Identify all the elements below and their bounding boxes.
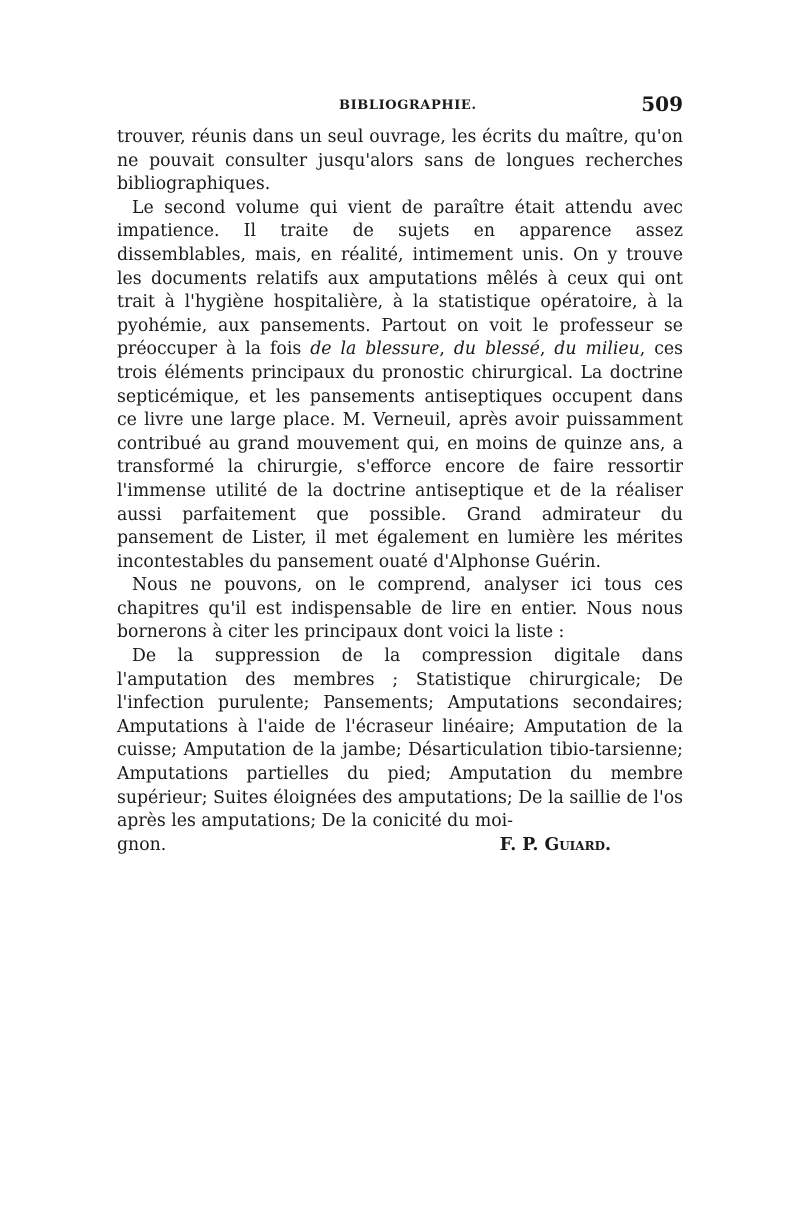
author-signature [500, 834, 611, 858]
paragraph-continuation: trouver, réunis dans un seul ouvrage, les écrits du maître, qu'on ne pouvait consulter jusqu'alors sans de longues recherches bibliographiques. [117, 127, 683, 195]
paragraph-chapters: Nous ne pouvons, on le comprend, analyser ici tous ces chapitres qu'il est indispensable de lire en entier. Nous nous bornerons à citer les principaux dont voici la liste : [117, 575, 683, 643]
signature-surname: Guiard. [544, 834, 611, 855]
paragraph-second-volume [117, 197, 683, 575]
running-title: BIBLIOGRAPHIE. [339, 98, 477, 113]
running-header [117, 92, 683, 126]
paragraph-text: , ces trois éléments principaux du pronostic chirurgical. La doctrine septicémique, et les pansements antiseptiques occupent dans ce livre une large place. M. Verneuil, après avoir puissamment contribué au grand mouvement qui, en moins de quinze ans, a transformé la chirurgie, s'efforce encore de faire ressortir l'immense utilité de la doctrine antiseptique et de la réaliser aussi parfaitement que possible. Grand admirateur du pansement de Lister, il met également en lumière les mérites incontestables du pansement ouaté d'Alphonse Guérin. [117, 339, 683, 572]
closing-line [117, 834, 611, 858]
italic-phrase-environment: du milieu [554, 339, 640, 360]
italic-phrase-wounded: du blessé [453, 339, 540, 360]
paragraph-chapter-list: De la suppression de la compression digitale dans l'amputation des membres ; Statistique chirurgicale; De l'infection purulente; Pansements; Amputations secondaires; Amputations à l'aide de l'écraseur linéaire; Amputation de la cuisse; Amputation de la jambe; Désarticulation tibio-tarsienne; Amputations partielles du pied; Amputation du membre supérieur; Suites éloignées des amputations; De la saillie de l'os après les amputations; De la conicité du moi- [117, 646, 683, 832]
book-page [117, 92, 683, 857]
page-number: 509 [641, 92, 683, 116]
separator: , [439, 339, 454, 360]
signature-initials: F. P. [499, 834, 545, 855]
separator: , [539, 339, 555, 360]
closing-word: gnon. [117, 834, 167, 855]
italic-phrase-wound: de la blessure [310, 339, 440, 360]
body-text [117, 126, 683, 857]
paragraph-text: Le second volume qui vient de paraître était attendu avec impatience. Il traite de sujets en apparence assez dissemblables, mais, en réalité, intimement unis. On y trouve les documents relatifs aux amputations mêlés à ceux qui ont trait à l'hygiène hospitalière, à la statistique opératoire, à la pyohémie, aux pansements. Partout on voit le professeur se préoccuper à la fois [117, 197, 683, 360]
